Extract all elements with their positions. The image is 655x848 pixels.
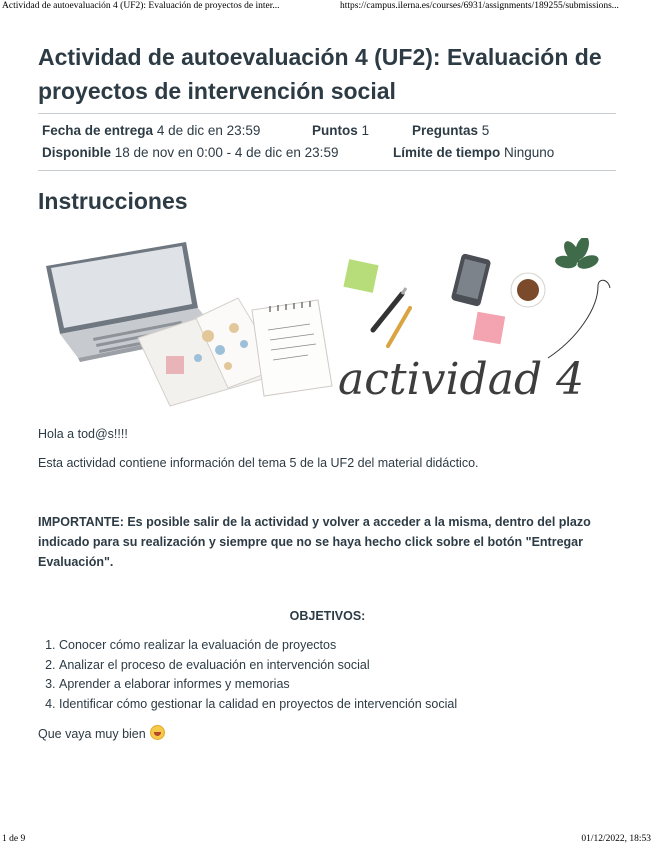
pen-icon xyxy=(373,294,402,330)
points-label: Puntos xyxy=(312,123,358,138)
time-limit-label: Límite de tiempo xyxy=(393,145,501,160)
available-meta xyxy=(42,145,338,160)
print-timestamp: 01/12/2022, 18:53 xyxy=(581,834,651,844)
points-value: 1 xyxy=(361,123,370,138)
plant-illustration xyxy=(554,238,600,271)
print-header-url: https://campus.ilerna.es/courses/6931/assignments/189255/submissions... xyxy=(340,1,619,11)
list-item: 3. Aprender a elaborar informes y memorias xyxy=(59,675,457,695)
important-notice: IMPORTANTE: Es posible salir de la actividad y volver a acceder a la misma, dentro del plazo indicado para su realización y siempre que no se haya hecho click sobre el botón "Entregar Evaluación". xyxy=(38,515,591,569)
activity-banner-image xyxy=(38,238,618,410)
available-value: 18 de nov en 0:00 - 4 de dic en 23:59 xyxy=(114,145,339,160)
page-number: 1 de 9 xyxy=(2,834,26,844)
questions-meta xyxy=(412,123,489,138)
page-title: Actividad de autoevaluación 4 (UF2): Evaluación de proyectos de intervención social xyxy=(38,44,602,104)
points-meta xyxy=(312,123,369,138)
time-limit-value: Ninguno xyxy=(504,145,555,160)
notepad-illustration xyxy=(252,300,332,396)
grinning-face-emoji-icon xyxy=(150,725,165,740)
divider xyxy=(38,113,616,114)
pencil-icon xyxy=(388,308,410,346)
banner-script-text: actividad 4 xyxy=(338,354,585,405)
due-label: Fecha de entrega xyxy=(42,123,154,138)
phone-illustration xyxy=(451,253,492,307)
sticky-note-pink xyxy=(473,312,505,344)
closing-line xyxy=(38,725,165,741)
list-item: 1. Conocer cómo realizar la evaluación de proyectos xyxy=(59,636,457,656)
list-item: 2. Analizar el proceso de evaluación en intervención social xyxy=(59,656,457,676)
questions-label: Preguntas xyxy=(412,123,479,138)
greeting-text: Hola a tod@s!!!! xyxy=(38,427,128,441)
due-value: 4 de dic en 23:59 xyxy=(156,123,261,138)
objectives-list xyxy=(40,636,457,714)
print-header xyxy=(0,0,655,14)
quiz-meta-row-1 xyxy=(42,123,260,138)
closing-text: Que vaya muy bien xyxy=(38,727,146,741)
divider xyxy=(38,170,616,171)
print-header-title: Actividad de autoevaluación 4 (UF2): Evaluación de proyectos de inter... xyxy=(2,1,280,11)
sticky-note-green xyxy=(343,259,378,293)
coffee-cup-illustration xyxy=(511,273,545,307)
list-item: 4. Identificar cómo gestionar la calidad en proyectos de intervención social xyxy=(59,695,457,715)
instructions-heading: Instrucciones xyxy=(38,188,188,214)
questions-value: 5 xyxy=(481,123,490,138)
intro-text: Esta actividad contiene información del tema 5 de la UF2 del material didáctico. xyxy=(38,456,479,470)
earphones-icon xyxy=(548,280,610,358)
available-label: Disponible xyxy=(42,145,112,160)
time-limit-meta xyxy=(393,145,554,160)
objectives-title: OBJETIVOS: xyxy=(289,609,366,623)
print-footer xyxy=(0,832,655,848)
